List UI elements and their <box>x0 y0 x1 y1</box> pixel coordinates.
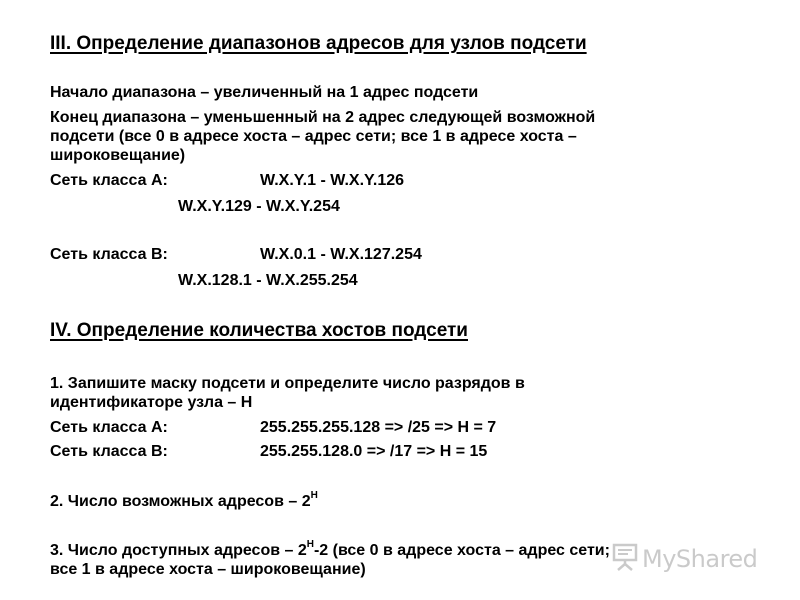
watermark-text: MyShared <box>642 545 758 573</box>
class-b-mask-label: Сеть класса В: <box>50 443 168 460</box>
presentation-board-icon <box>612 543 642 576</box>
step-1-line-2: идентификаторе узла – H <box>50 394 253 411</box>
range-start-text: Начало диапазона – увеличенный на 1 адрес подсети <box>50 84 479 101</box>
class-b-mask-row <box>50 442 487 461</box>
step-1-line-1: 1. Запишите маску подсети и определите число разрядов в <box>50 375 525 392</box>
class-b-mask: 255.255.128.0 => /17 => H = 15 <box>260 443 488 460</box>
range-end-text-line-1: Конец диапазона – уменьшенный на 2 адрес следующей возможной <box>50 109 596 126</box>
class-a-range-row <box>50 171 404 190</box>
step-2-text <box>50 492 318 511</box>
step-3-line-2: все 1 в адресе хоста – широковещание) <box>50 561 366 578</box>
step-3-label-a: 3. Число доступных адресов – 2 <box>50 542 307 559</box>
range-end-text-line-3: широковещание) <box>50 147 186 164</box>
step-3-label-b: -2 (все 0 в адресе хоста – адрес сети; <box>313 542 610 559</box>
watermark <box>612 544 757 574</box>
step-3-exponent: H <box>306 539 314 550</box>
step-2-label: 2. Число возможных адресов – 2 <box>50 493 311 510</box>
class-a-label: Сеть класса А: <box>50 172 168 189</box>
class-b-range-row <box>50 245 422 264</box>
class-a-mask-label: Сеть класса А: <box>50 419 168 436</box>
class-b-range-2: W.X.128.1 - W.X.255.254 <box>178 272 358 289</box>
class-a-mask-row <box>50 418 496 437</box>
step-3-line-1 <box>50 541 610 560</box>
class-b-label: Сеть класса В: <box>50 246 168 263</box>
class-a-range-1: W.X.Y.1 - W.X.Y.126 <box>260 172 405 189</box>
class-b-range-1: W.X.0.1 - W.X.127.254 <box>260 246 422 263</box>
step-2-exponent: H <box>310 490 318 501</box>
section-3-title: III. Определение диапазонов адресов для узлов подсети <box>50 33 587 54</box>
range-end-text-line-2: подсети (все 0 в адресе хоста – адрес сети; все 1 в адресе хоста – <box>50 128 577 145</box>
section-4-title: IV. Определение количества хостов подсети <box>50 320 468 341</box>
class-a-range-2: W.X.Y.129 - W.X.Y.254 <box>178 198 340 215</box>
class-a-mask: 255.255.255.128 => /25 => H = 7 <box>260 419 497 436</box>
